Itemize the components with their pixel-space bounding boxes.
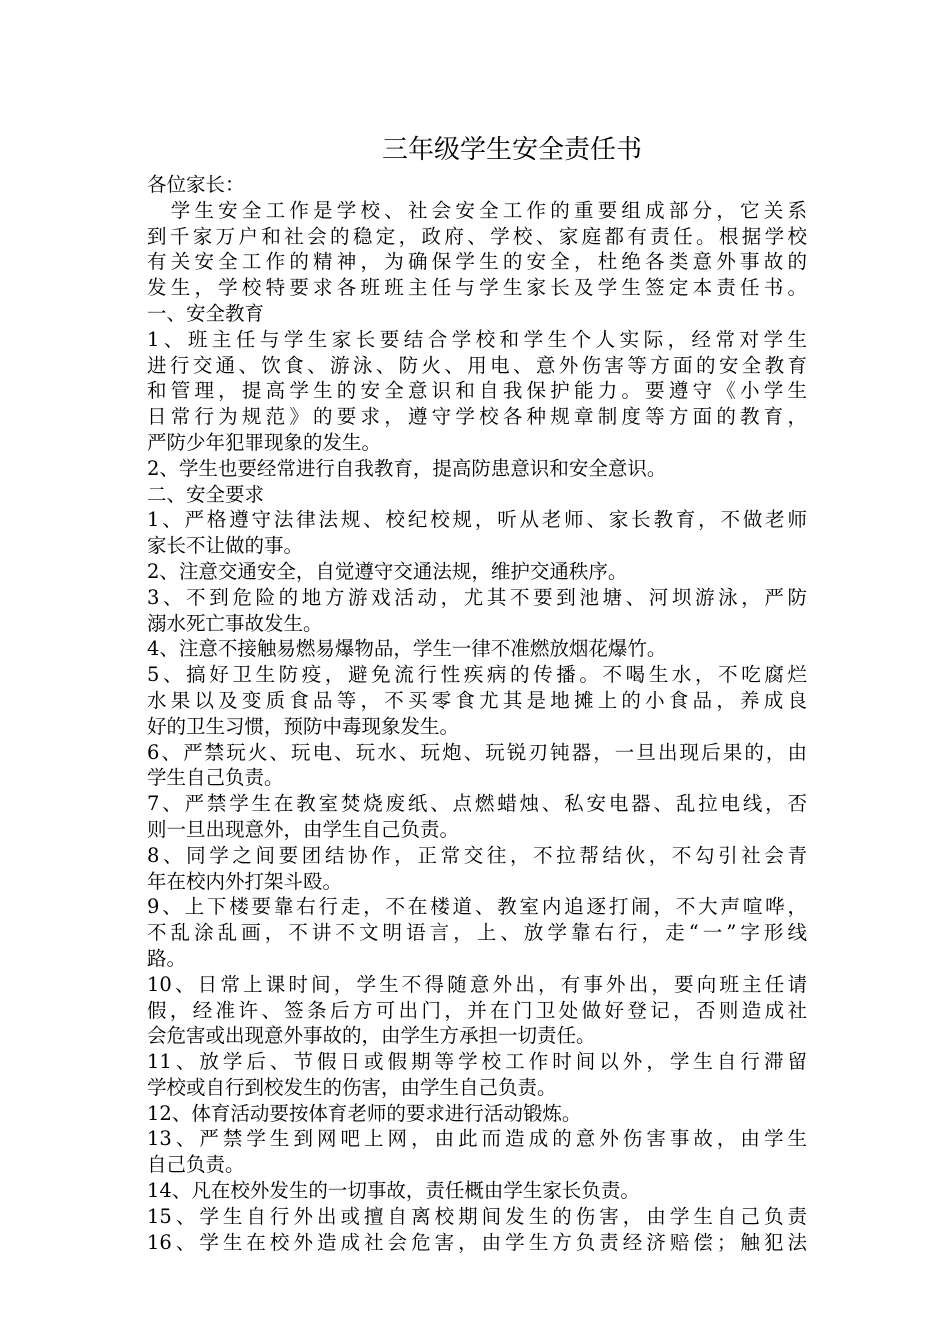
text-line: 发生，学校特要求各班班主任与学生家长及学生签定本责任书。 (147, 276, 807, 300)
text-line: 水果以及变质食品等，不买零食尤其是地摊上的小食品，养成良 (147, 688, 807, 712)
text-line: 各位家长： (147, 173, 245, 196)
text-line: 年在校内外打架斗殴。 (147, 869, 343, 893)
text-line: 7、严禁学生在教室焚烧废纸、点燃蜡烛、私安电器、乱拉电线，否 (147, 792, 807, 816)
text-line: 8、同学之间要团结协作，正常交往，不拉帮结伙，不勾引社会青 (147, 843, 807, 867)
text-line: 15、学生自行外出或擅自离校期间发生的伤害，由学生自己负责 (147, 1204, 807, 1228)
text-line: 14、凡在校外发生的一切事故，责任概由学生家长负责。 (147, 1179, 640, 1203)
text-line: 11、放学后、节假日或假期等学校工作时间以外，学生自行滞留 (147, 1050, 807, 1074)
text-line: 假，经准许、签条后方可出门，并在门卫处做好登记，否则造成社 (147, 998, 807, 1022)
text-line: 4、注意不接触易燃易爆物品，学生一律不准燃放烟花爆竹。 (147, 637, 667, 661)
text-line: 3、不到危险的地方游戏活动，尤其不要到池塘、河坝游泳，严防 (147, 585, 807, 609)
text-line: 好的卫生习惯，预防中毒现象发生。 (147, 714, 460, 738)
text-line: 16、学生在校外造成社会危害，由学生方负责经济赔偿；触犯法 (147, 1230, 807, 1254)
text-line: 学校或自行到校发生的伤害，由学生自己负责。 (147, 1075, 557, 1099)
text-line: 不乱涂乱画，不讲不文明语言，上、放学靠右行，走“一”字形线 (147, 921, 807, 945)
text-line: 到千家万户和社会的稳定，政府、学校、家庭都有责任。根据学校 (147, 224, 807, 248)
text-line: 学生自己负责。 (147, 766, 284, 790)
text-line: 13、严禁学生到网吧上网，由此而造成的意外伤害事故，由学生 (147, 1127, 807, 1151)
text-line: 严防少年犯罪现象的发生。 (147, 430, 382, 454)
text-line: 会危害或出现意外事故的，由学生方承担一切责任。 (147, 1024, 596, 1048)
document-title: 三年级学生安全责任书 (381, 135, 642, 165)
text-line: 则一旦出现意外，由学生自己负责。 (147, 817, 460, 841)
text-line: 家长不让做的事。 (147, 534, 304, 558)
text-line: 1、班主任与学生家长要结合学校和学生个人实际，经常对学生 (147, 327, 807, 351)
text-line: 1、严格遵守法律法规、校纪校规，听从老师、家长教育，不做老师 (147, 508, 807, 532)
text-line: 二、安全要求 (147, 482, 265, 506)
document-body (147, 172, 807, 1255)
text-line: 有关安全工作的精神，为确保学生的安全，杜绝各类意外事故的 (147, 250, 807, 274)
text-line: 12、体育活动要按体育老师的要求进行活动锻炼。 (147, 1101, 582, 1125)
text-line: 进行交通、饮食、游泳、防火、用电、意外伤害等方面的安全教育 (147, 353, 807, 377)
text-line: 9、上下楼要靠右行走，不在楼道、教室内追逐打闹，不大声喧哗， (147, 895, 807, 919)
text-line: 2、学生也要经常进行自我教育，提高防患意识和安全意识。 (147, 456, 667, 480)
text-line: 路。 (147, 946, 187, 970)
text-line: 2、注意交通安全，自觉遵守交通法规，维护交通秩序。 (147, 559, 628, 583)
text-line: 6、严禁玩火、玩电、玩水、玩炮、玩锐刃钝器，一旦出现后果的，由 (147, 740, 807, 764)
text-line: 溺水死亡事故发生。 (147, 611, 323, 635)
text-line: 日常行为规范》的要求，遵守学校各种规章制度等方面的教育， (147, 405, 807, 429)
text-line: 自己负责。 (147, 1153, 245, 1177)
text-line: 一、安全教育 (147, 301, 265, 325)
text-line: 10、日常上课时间，学生不得随意外出，有事外出，要向班主任请 (147, 972, 807, 996)
text-line: 5、搞好卫生防疫，避免流行性疾病的传播。不喝生水，不吃腐烂 (147, 663, 807, 687)
text-line: 和管理，提高学生的安全意识和自我保护能力。要遵守《小学生 (147, 379, 807, 403)
text-line: 学生安全工作是学校、社会安全工作的重要组成部分，它关系 (147, 198, 807, 222)
